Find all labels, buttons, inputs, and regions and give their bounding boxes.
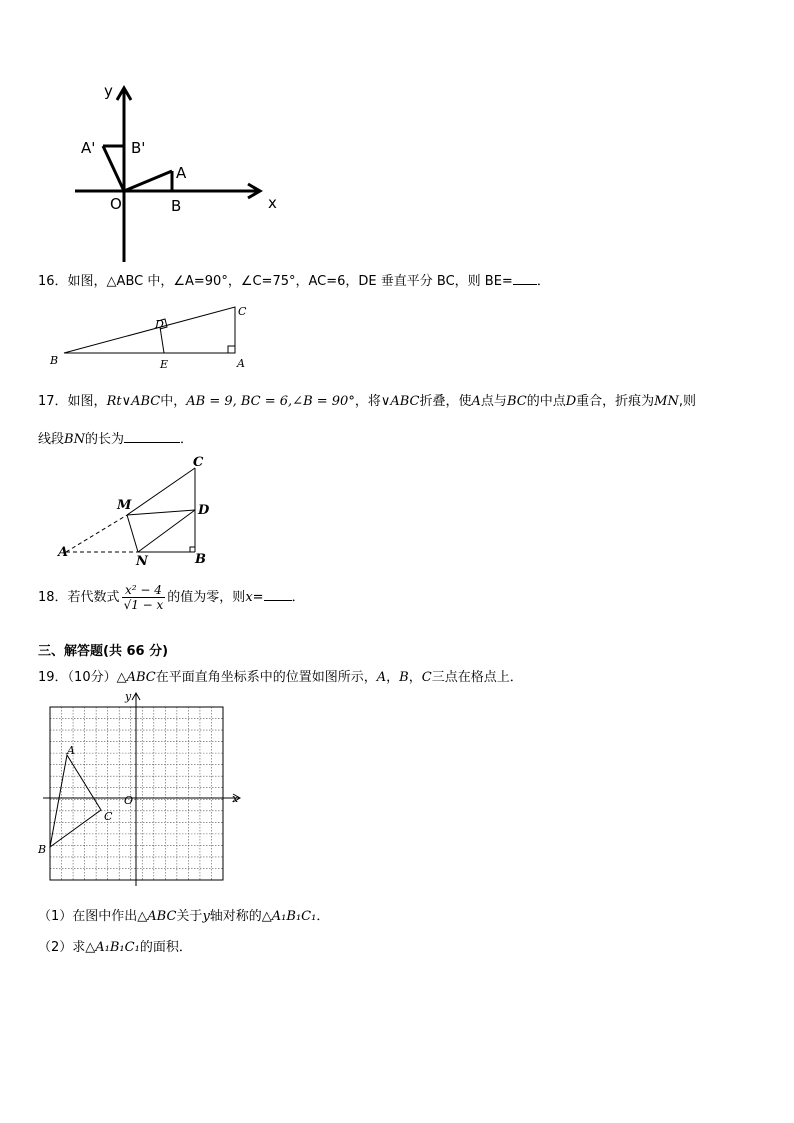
q17-label-c: C (193, 455, 204, 470)
q19-math-abc: ABC (126, 670, 156, 685)
q16-label-c: C (238, 305, 247, 318)
q18-numerator: x² − 4 (122, 583, 166, 598)
q17-label-d: D (198, 503, 210, 518)
q17-math-a: A (471, 394, 481, 409)
q19-sub-2 (38, 936, 192, 955)
segment-oa (124, 171, 172, 191)
q17-segment-mn (127, 515, 138, 552)
q18-eq: = (252, 590, 264, 605)
q19-number: 19． (38, 670, 68, 685)
question-18 (38, 583, 305, 612)
q17-text-b: 中， (160, 394, 187, 409)
q19-math-c: C (421, 670, 432, 685)
question-17-line-1 (38, 390, 696, 409)
q17-line2-text-b: 的长为 (84, 432, 124, 447)
q19-sub2-text2: 的面积． (139, 940, 192, 955)
point-a-prime-label: A' (81, 139, 96, 157)
q19-label-c: C (104, 810, 113, 823)
q17-math-mn: MN (654, 394, 679, 409)
q17-text-e: 点与 (480, 394, 507, 409)
q19-grid-figure (40, 690, 250, 890)
q19-label-x: x (232, 792, 239, 805)
q16-end: ． (536, 274, 550, 289)
q17-number: 17． (38, 394, 68, 409)
q18-text-b: 的值为零，则 (167, 590, 246, 605)
q18-end: ． (291, 590, 305, 605)
q17-label-n: N (136, 554, 148, 569)
q19-sub1-text2: 关于 (176, 909, 203, 924)
question-19 (38, 666, 523, 685)
q17-text-f: 的中点 (526, 394, 566, 409)
q16-figure (40, 300, 260, 375)
q18-var-x: x (245, 590, 253, 605)
q17-math-d: D (565, 394, 577, 409)
q16-text: 如图，△ABC 中，∠A=90°，∠C=75°，AC=6，DE 垂直平分 BC，则 BE= (67, 274, 513, 289)
q19-sep-2: ， (408, 670, 422, 685)
q16-label-e: E (160, 358, 169, 371)
q16-right-angle-a (228, 346, 235, 353)
q19-label-a: A (67, 744, 75, 757)
q16-label-b: B (50, 354, 59, 367)
q17-text-g: 重合，折痕为 (576, 394, 655, 409)
section-3-title: 三、解答题(共 66 分) (38, 644, 169, 659)
q19-sub2-math-a1b1c1: A₁B₁C₁ (95, 940, 140, 955)
segment-oa-prime (103, 146, 124, 191)
q19-label-b: B (38, 843, 47, 856)
q18-text-a: 若代数式 (67, 590, 120, 605)
q17-segment-mc (127, 468, 195, 515)
point-b-prime-label: B' (131, 139, 146, 157)
q17-line2-text-a: 线段 (38, 432, 65, 447)
q19-sub1-label: （1） (38, 909, 73, 924)
q18-answer-blank[interactable] (264, 588, 292, 601)
q19-sub1-math-abc: ABC (147, 909, 177, 924)
q19-sub2-label: （2） (38, 940, 73, 955)
question-16 (38, 270, 550, 289)
q17-segment-md (127, 510, 195, 515)
origin-label: O (110, 195, 122, 213)
q19-sub2-text: 求△ (72, 940, 96, 955)
q19-sub1-text3: 轴对称的△ (209, 909, 272, 924)
q17-math-bc: BC (506, 394, 527, 409)
q18-number: 18． (38, 590, 68, 605)
q17-segment-nd (138, 510, 195, 552)
axis-x-label: x (268, 194, 277, 212)
q18-denominator: √1 − x (123, 598, 164, 612)
q19-math-b: B (399, 670, 409, 685)
q17-text-a: 如图， (67, 394, 107, 409)
q17-answer-blank[interactable] (124, 430, 180, 443)
q19-score: （10分） (67, 670, 117, 685)
q16-answer-blank[interactable] (513, 272, 537, 285)
q17-figure (55, 460, 215, 570)
q19-triangle-abc (50, 755, 101, 847)
q17-label-b: B (195, 552, 206, 567)
question-17-line-2 (38, 428, 193, 447)
q19-sub1-end: ． (316, 909, 330, 924)
q19-sub-1 (38, 905, 329, 924)
q16-number: 16． (38, 274, 68, 289)
q17-label-m: M (117, 498, 132, 513)
q17-text-d: 折叠，使 (419, 394, 472, 409)
q19-math-a: A (376, 670, 387, 685)
q17-text-h: ,则 (678, 394, 696, 409)
q19-sub1-math-a1b1c1: A₁B₁C₁ (271, 909, 317, 924)
q19-sub1-math-y: y (202, 909, 210, 924)
q17-label-a: A (58, 545, 69, 560)
q18-fraction (122, 583, 166, 612)
q17-line2-end: ． (179, 432, 193, 447)
q19-text-c: 三点在格点上． (431, 670, 523, 685)
q19-label-y: y (125, 690, 132, 703)
q19-text-b: 在平面直角坐标系中的位置如图所示， (155, 670, 377, 685)
q17-math-conditions: AB = 9, BC = 6,∠B = 90° (186, 394, 355, 409)
q17-math-rt-abc: Rt∨ABC (106, 394, 161, 409)
q16-triangle (64, 307, 235, 353)
q17-math-bn: BN (64, 432, 85, 447)
q17-math-abc: ∨ABC (380, 394, 420, 409)
q16-label-d: D (155, 318, 164, 331)
q19-label-o: O (124, 794, 134, 807)
point-a-label: A (176, 164, 187, 182)
point-b-label: B (171, 197, 182, 215)
q19-text-a: △ (116, 670, 127, 685)
q19-sep-1: ， (386, 670, 400, 685)
axis-y-label: y (104, 82, 113, 100)
q17-segment-am-dashed (66, 515, 127, 552)
q19-sub1-text: 在图中作出△ (72, 909, 148, 924)
q17-text-c: ，将 (354, 394, 381, 409)
q16-label-a: A (237, 357, 245, 370)
